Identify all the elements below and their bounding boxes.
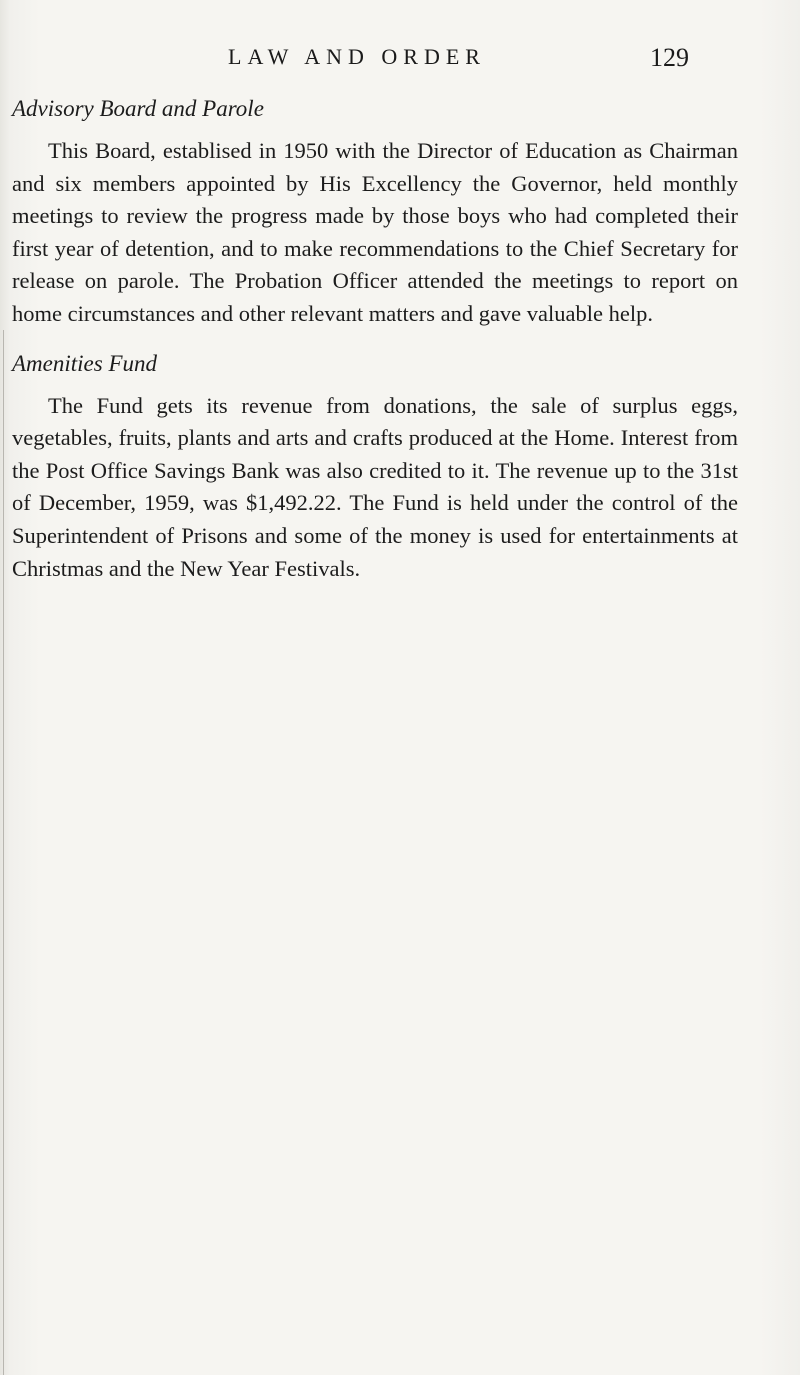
section-advisory-board: [12, 92, 738, 331]
section-heading: Amenities Fund: [12, 350, 157, 376]
running-head: LAW AND ORDER: [228, 44, 486, 69]
section-amenities-fund: [12, 347, 738, 586]
page-content: [12, 92, 738, 601]
gutter-shadow-line: [3, 330, 4, 1375]
section-heading: Advisory Board and Parole: [12, 96, 264, 121]
page-number: 129: [650, 43, 689, 72]
section-paragraph: The Fund gets its revenue from donations, the sale of surplus eggs, vegetables, fruits, plants and arts and crafts produced at the Home. Interest from the Post Office Savings Bank was also credited to it. The revenue up to the 31st of December, 1959, was $1,492.22. The Fund is held under the control of the Superintendent of Prisons and some of the money is used for entertainments at Christmas and the New Year Festivals.: [12, 392, 738, 581]
section-paragraph: This Board, establised in 1950 with the Director of Education as Chairman and six members appointed by His Excellency the Governor, held monthly meetings to review the progress made by those boys who had completed their first year of detention, and to make recommendations to the Chief Secretary for release on parole. The Probation Officer attended the meetings to report on home circumstances and other relevant matters and gave valuable help.: [12, 138, 738, 326]
